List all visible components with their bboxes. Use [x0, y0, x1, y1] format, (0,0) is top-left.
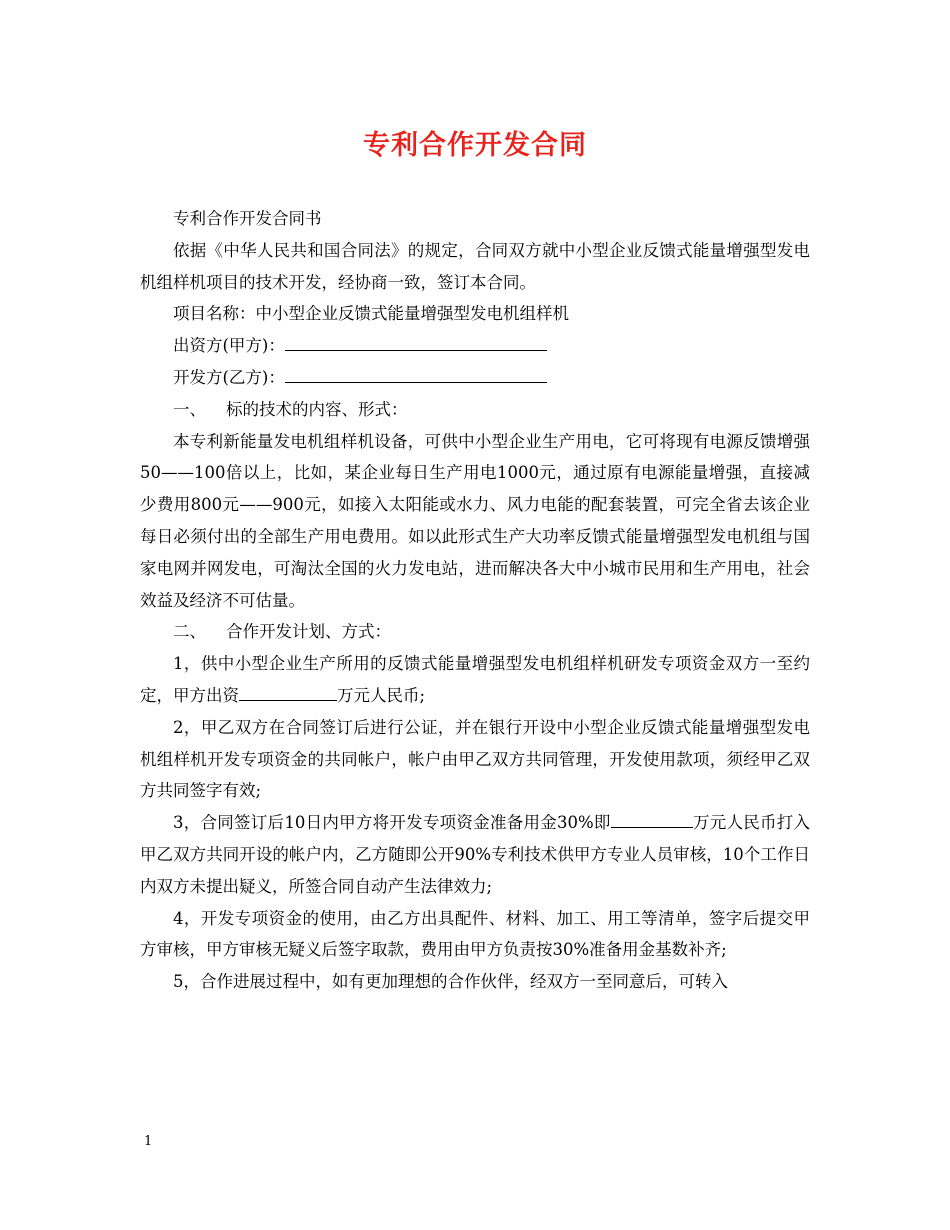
project-name-line: 项目名称：中小型企业反馈式能量增强型发电机组样机: [173, 304, 569, 324]
document-body: [140, 203, 810, 998]
section-1-heading: [140, 394, 810, 426]
section-1-number: 一、: [173, 399, 206, 419]
section-2-number: 二、: [173, 622, 206, 642]
party-b-line: [140, 362, 810, 394]
item-3-amount-blank: [611, 809, 693, 828]
item-3-text-after: 万元人民币打入甲乙双方共同开设的帐户内，乙方随即公开90%专利技术供甲方专业人员审核，10个工作日内双方未提出疑义，所签合同自动产生法律效力;: [140, 813, 811, 896]
section-1-paragraph: 本专利新能量发电机组样机设备，可供中小型企业生产用电，它可将现有电源反馈增强50——100倍以上，比如，某企业每日生产用电1000元，通过原有电源能量增强，直接减少费用800元——900元，如接入太阳能或水力、风力电能的配套装置，可完全省去该企业每日必须付出的全部生产用电费用。如以此形式生产大功率反馈式能量增强型发电机组与国家电网并网发电，可淘汰全国的火力发电站，进而解决各大中小城市民用和生产用电，社会效益及经济不可估量。: [140, 431, 810, 610]
party-a-line: [140, 330, 810, 362]
party-b-label: 开发方(乙方)：: [173, 367, 285, 387]
section-2-title: 合作开发计划、方式：: [226, 622, 391, 642]
item-1-amount-blank: [239, 682, 337, 701]
item-3-paragraph: [140, 807, 810, 902]
page-number: 1: [144, 1134, 153, 1149]
section-2-heading: [140, 616, 810, 648]
item-3-text-before: 3，合同签订后10日内甲方将开发专项资金准备用金30%即: [173, 813, 611, 833]
party-b-blank: [285, 364, 547, 383]
item-2-paragraph: 2，甲乙双方在合同签订后进行公证，并在银行开设中小型企业反馈式能量增强型发电机组样机开发专项资金的共同帐户，帐户由甲乙双方共同管理，开发使用款项，须经甲乙双方共同签字有效;: [140, 717, 810, 801]
item-1-text-after: 万元人民币;: [337, 685, 426, 705]
item-4-paragraph: 4，开发专项资金的使用，由乙方出具配件、材料、加工、用工等清单，签字后提交甲方审核，甲方审核无疑义后签字取款，费用由甲方负责按30%准备用金基数补齐;: [140, 908, 810, 960]
document-title: 专利合作开发合同: [363, 130, 587, 161]
party-a-blank: [285, 332, 547, 351]
item-1-text-before: 1，供中小型企业生产所用的反馈式能量增强型发电机组样机研发专项资金双方一至约定，甲方出资: [140, 654, 810, 705]
item-1-paragraph: [140, 648, 810, 712]
party-a-label: 出资方(甲方)：: [173, 336, 285, 356]
intro-paragraph: 依据《中华人民共和国合同法》的规定，合同双方就中小型企业反馈式能量增强型发电机组样机项目的技术开发，经协商一致，签订本合同。: [140, 240, 810, 292]
item-5-paragraph: 5，合作进展过程中，如有更加理想的合作伙伴，经双方一至同意后，可转入: [173, 972, 728, 992]
section-1-title: 标的技术的内容、形式：: [226, 399, 408, 419]
contract-subtitle: 专利合作开发合同书: [173, 209, 322, 228]
